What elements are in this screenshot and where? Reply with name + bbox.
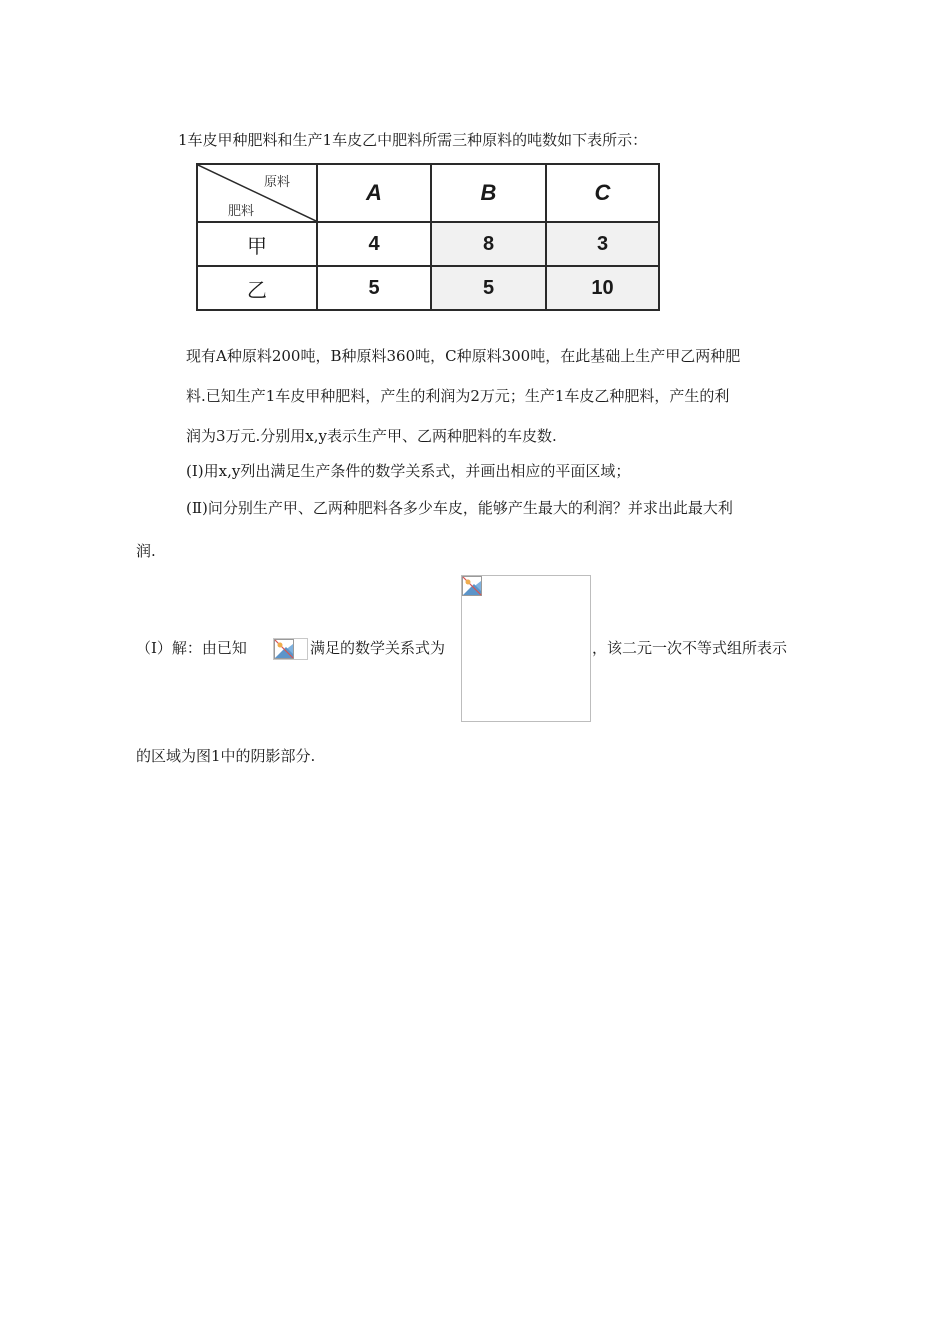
answer-middle: 满足的数学关系式为 <box>310 639 446 657</box>
inequality-image-placeholder <box>461 575 591 722</box>
paragraph-line: 现有A种原料200吨，B种原料360吨，C种原料300吨，在此基础上生产甲乙两种肥 <box>186 347 741 365</box>
answer-suffix: ，该二元一次不等式组所表示 <box>592 639 788 657</box>
table-cell: 3 <box>546 222 659 266</box>
answer-line-2: 的区域为图1中的阴影部分. <box>136 747 316 765</box>
column-header-b: B <box>431 164 546 222</box>
column-header-a: A <box>317 164 431 222</box>
question-2: (Ⅱ)问分别生产甲、乙两种肥料各多少车皮，能够产生最大的利润？并求出此最大利 <box>186 499 733 517</box>
diagonal-line <box>198 165 316 221</box>
row-label-jia: 甲 <box>197 222 317 266</box>
corner-top-label: 原料 <box>263 175 290 190</box>
intro-text: 1车皮甲种肥料和生产1车皮乙中肥料所需三种原料的吨数如下表所示： <box>178 131 648 149</box>
table-cell: 5 <box>317 266 431 310</box>
column-header-c: C <box>546 164 659 222</box>
paragraph-line: 料.已知生产1车皮甲种肥料，产生的利润为2万元；生产1车皮乙种肥料，产生的利 <box>186 387 730 405</box>
table-corner-cell <box>197 164 317 222</box>
table-cell: 8 <box>431 222 546 266</box>
row-label-yi: 乙 <box>197 266 317 310</box>
table-cell: 10 <box>546 266 659 310</box>
answer-prefix: （Ⅰ）解：由已知 <box>136 639 247 657</box>
paragraph-line: 润为3万元.分别用x,y表示生产甲、乙两种肥料的车皮数. <box>186 427 557 445</box>
table-cell: 5 <box>431 266 546 310</box>
broken-image-icon <box>274 639 294 659</box>
broken-image-icon <box>462 576 482 596</box>
raw-material-table <box>196 163 660 311</box>
corner-bottom-label: 肥料 <box>228 204 255 219</box>
table-cell: 4 <box>317 222 431 266</box>
question-2-continued: 润. <box>136 542 156 560</box>
question-1: (Ⅰ)用x,y列出满足生产条件的数学关系式，并画出相应的平面区域； <box>186 462 631 480</box>
